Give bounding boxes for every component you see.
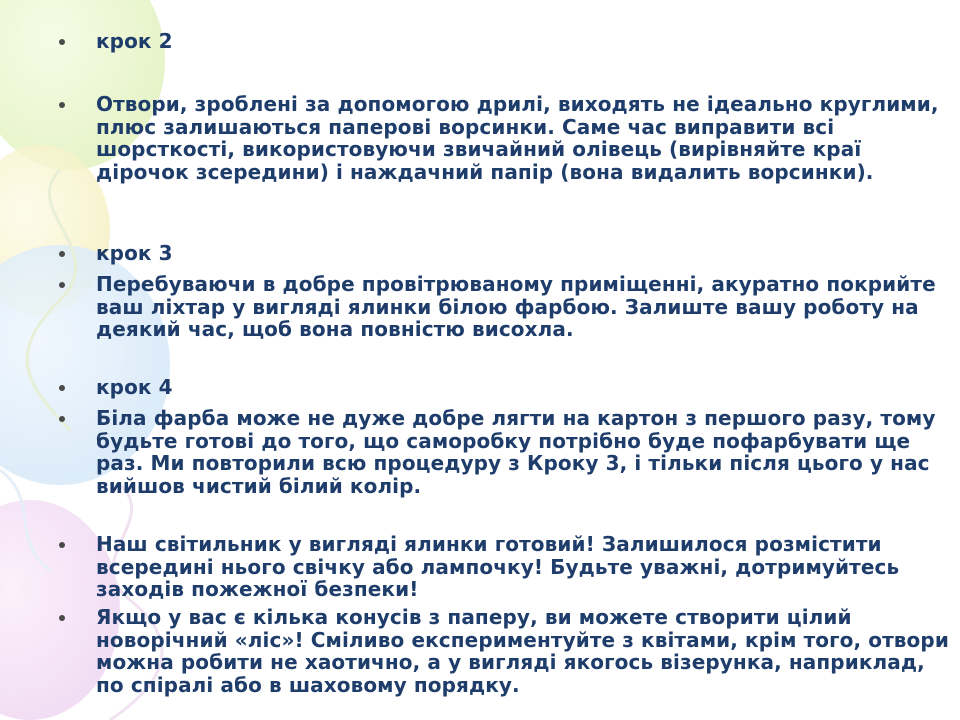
bullet-text: крок 3 bbox=[96, 241, 173, 265]
bullet-text: крок 4 bbox=[96, 375, 173, 399]
bullet-text: Якщо у вас є кілька конусів з паперу, ви можете створити цілий новорічний «ліс»! Сміливо експериментуйте з квітами, крім того, отвори можна робити не хаотично, а у вигляді якогось візерунка, наприклад, по спіралі або в шаховому порядку. bbox=[96, 605, 949, 697]
bullet-step-4 bbox=[56, 376, 956, 399]
bullet-step-4-description bbox=[56, 407, 956, 497]
bullet-text: Біла фарба може не дуже добре лягти на картон з першого разу, тому будьте готові до того, що саморобку потрібно буде пофарбувати ще раз. Ми повторили всю процедуру з Кроку 3, і тільки після цього у нас вийшов чистий білий колір. bbox=[96, 406, 936, 498]
bullet-step-3-description bbox=[56, 273, 956, 341]
bullet-step-3 bbox=[56, 242, 956, 265]
bullet-step-2-description bbox=[56, 93, 956, 183]
bullet-lamp-ready bbox=[56, 533, 960, 601]
bullet-text: крок 2 bbox=[96, 29, 173, 53]
bullet-forest-tip bbox=[56, 606, 956, 696]
bullet-step-2 bbox=[56, 30, 956, 53]
bullet-text: Наш світильник у вигляді ялинки готовий! Залишилося розмістити всередині нього свічку або лампочку! Будьте уважні, дотримуйтесь заходів пожежної безпеки! bbox=[96, 532, 900, 601]
bullet-text: Отвори, зроблені за допомогою дрилі, виходять не ідеально круглими, плюс залишаються паперові ворсинки. Саме час виправити всі шорсткості, використовуючи звичайний олівець (вирівняйте краї дірочок зсередини) і наждачний папір (вона видалить ворсинки). bbox=[96, 92, 939, 184]
bullet-text: Перебуваючи в добре провітрюваному приміщенні, акуратно покрийте ваш ліхтар у вигляді ялинки білою фарбою. Залиште вашу роботу на деякий час, щоб вона повністю висохла. bbox=[96, 272, 936, 341]
